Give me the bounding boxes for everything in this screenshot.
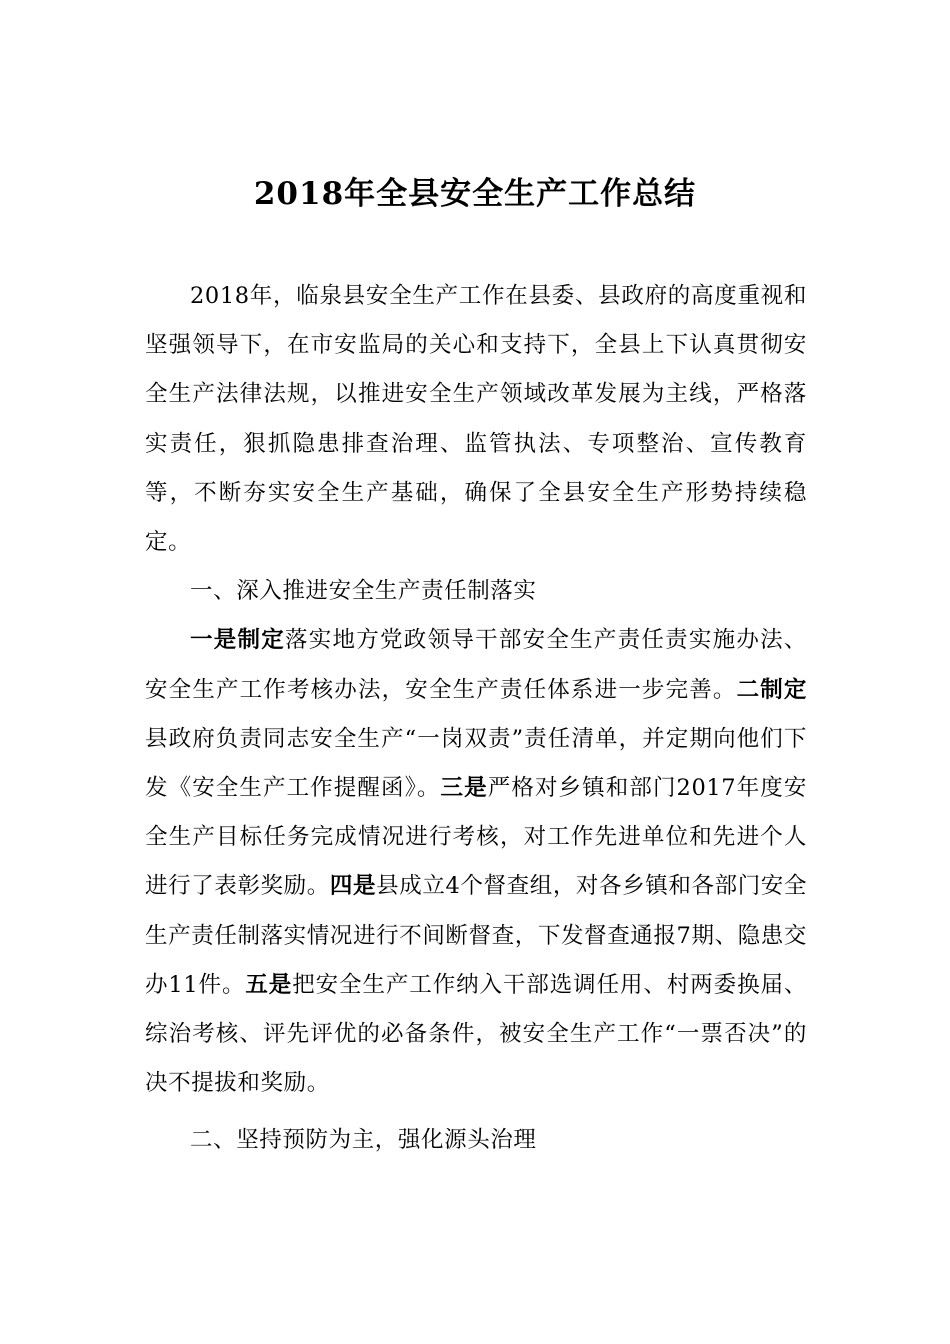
item-4-lead: 四是 <box>329 873 377 900</box>
item-3-text: 严格对乡镇和部门2017年度安全生产目标任务完成情况进行考核，对工作先进单位和先进个人进行了表彰奖励。 <box>145 775 807 900</box>
item-1-text: 落实地方党政领导干部安全生产责任责实施办法、安全生产工作考核办法，安全生产责任体系进一步完善。 <box>145 627 808 703</box>
item-2-text: 县政府负责同志安全生产“一岗双责”责任清单，并定期向他们下发《安全生产工作提醒函》。 <box>145 725 807 802</box>
item-2-lead: 二制定 <box>736 676 807 703</box>
document-title: 2018年全县安全生产工作总结 <box>253 176 697 212</box>
item-5-lead: 五是 <box>245 971 293 998</box>
section-1-paragraph <box>145 616 807 1108</box>
item-1-lead: 一是制定 <box>190 627 286 654</box>
intro-paragraph: 2018年，临泉县安全生产工作在县委、县政府的高度重视和坚强领导下，在市安监局的关心和支持下，全县上下认真贯彻安全生产法律法规，以推进安全生产领域改革发展为主线，严格落实责任，狠抓隐患排查治理、监管执法、专项整治、宣传教育等，不断夯实安全生产基础，确保了全县安全生产形势持续稳定。 <box>145 283 807 556</box>
item-4-text: 县成立4个督查组，对各乡镇和各部门安全生产责任制落实情况进行不间断督查，下发督查通报7期、隐患交办11件。 <box>145 873 808 998</box>
document-body <box>145 272 807 1166</box>
section-1-heading: 一、深入推进安全生产责任制落实 <box>190 578 537 605</box>
item-3-lead: 三是 <box>440 775 488 802</box>
section-2-heading: 二、坚持预防为主，强化源头治理 <box>190 1127 537 1154</box>
item-5-text: 把安全生产工作纳入干部选调任用、村两委换届、综治考核、评先评优的必备条件，被安全生产工作“一票否决”的决不提拔和奖励。 <box>145 971 807 1097</box>
